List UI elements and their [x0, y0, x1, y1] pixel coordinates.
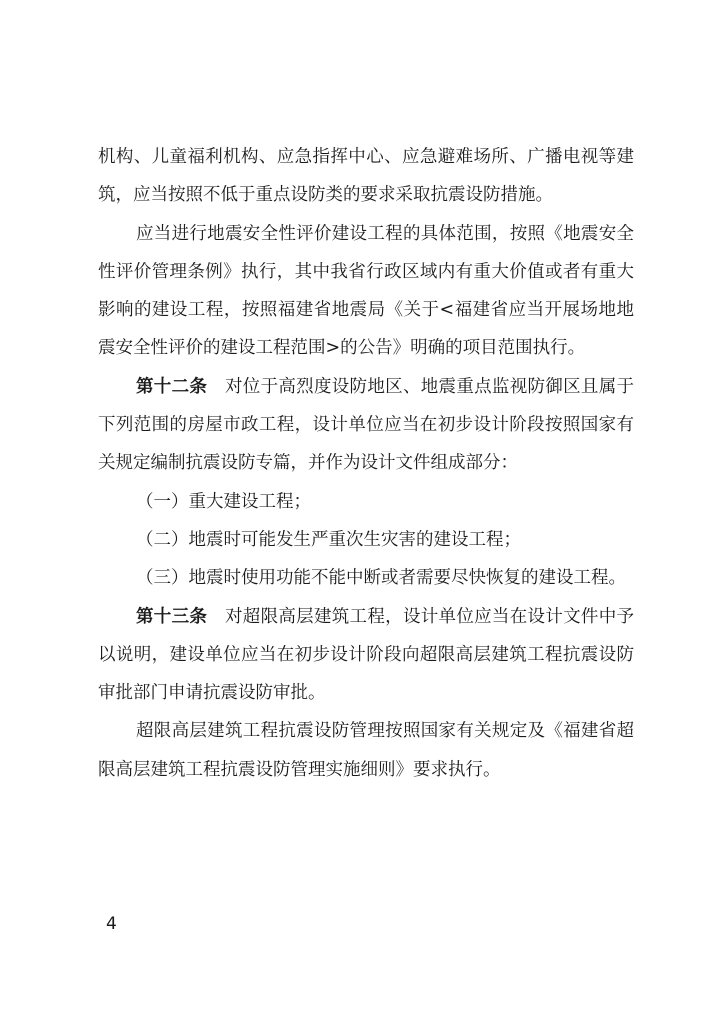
- document-body: [98, 138, 634, 789]
- article-13-text: 对超限高层建筑工程，设计单位应当在设计文件中予以说明，建设单位应当在初步设计阶段向超限高层建筑工程抗震设防审批部门申请抗震设防审批。: [98, 606, 635, 704]
- paragraph-article-12: [98, 368, 634, 483]
- article-12-text: 对位于高烈度设防地区、地震重点监视防御区且属于下列范围的房屋市政工程，设计单位应当在初步设计阶段按照国家有关规定编制抗震设防专篇，并作为设计文件组成部分：: [98, 376, 635, 474]
- paragraph-article-13: [98, 598, 634, 713]
- page-number: 4: [106, 914, 117, 934]
- list-item-1: （一）重大建设工程；: [136, 491, 311, 512]
- article-12-heading: 第十二条: [136, 376, 208, 397]
- list-item-3: （三）地震时使用功能不能中断或者需要尽快恢复的建设工程。: [136, 568, 626, 589]
- article-13-heading: 第十三条: [136, 606, 208, 627]
- paragraph-2: 应当进行地震安全性评价建设工程的具体范围，按照《地震安全性评价管理条例》执行，其中我省行政区域内有重大价值或者有重大影响的建设工程，按照福建省地震局《关于<福建省应当开展场地地震安全性评价的建设工程范围>的公告》明确的项目范围执行。: [98, 223, 634, 359]
- list-item-2: （二）地震时可能发生严重次生灾害的建设工程；: [136, 529, 521, 550]
- paragraph-8: 超限高层建筑工程抗震设防管理按照国家有关规定及《福建省超限高层建筑工程抗震设防管理实施细则》要求执行。: [98, 721, 634, 780]
- paragraph-1: 机构、儿童福利机构、应急指挥中心、应急避难场所、广播电视等建筑，应当按照不低于重点设防类的要求采取抗震设防措施。: [98, 147, 634, 206]
